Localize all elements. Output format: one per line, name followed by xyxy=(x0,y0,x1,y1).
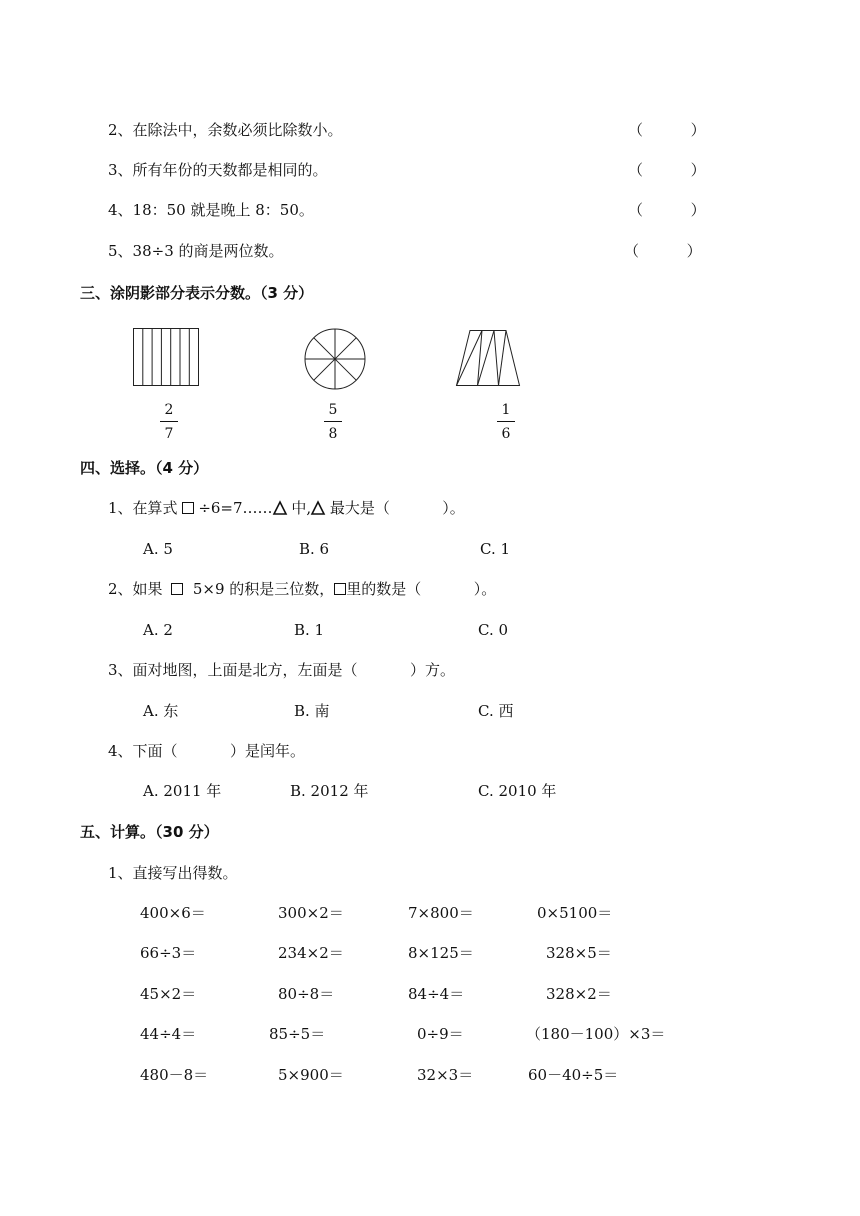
option-c[interactable]: C. 1 xyxy=(480,540,511,558)
trapezoid-6-triangles-figure[interactable] xyxy=(456,330,520,386)
fraction-numerator: 5 xyxy=(328,402,338,418)
calc-item[interactable]: 8×125＝ xyxy=(408,944,474,962)
fraction-label xyxy=(321,401,345,443)
answer-blank[interactable]: （ ） xyxy=(628,201,706,219)
option-b[interactable]: B. 2012 年 xyxy=(290,782,369,800)
calc-item[interactable]: 60－40÷5＝ xyxy=(528,1066,619,1084)
fraction-label xyxy=(157,401,181,443)
question-1 xyxy=(108,498,465,518)
question-2 xyxy=(108,579,496,599)
option-a[interactable]: A. 2011 年 xyxy=(143,782,222,800)
square-icon xyxy=(182,502,194,514)
circle-8-sectors-figure[interactable] xyxy=(304,328,366,390)
fraction-numerator: 1 xyxy=(501,402,511,418)
calc-item[interactable]: 45×2＝ xyxy=(140,985,197,1003)
calc-item[interactable]: 80÷8＝ xyxy=(278,985,335,1003)
judgement-item-3: 3、所有年份的天数都是相同的。 xyxy=(108,161,328,179)
fraction-label xyxy=(494,401,518,443)
answer-blank[interactable]: （ ） xyxy=(628,161,706,179)
fraction-bar xyxy=(497,421,515,422)
calc-item[interactable]: 328×2＝ xyxy=(546,985,612,1003)
question-2-mid: 5×9 的积是三位数， xyxy=(183,580,335,598)
question-2-pre: 2、如果 xyxy=(108,580,168,598)
judgement-item-2: 2、在除法中，余数必须比除数小。 xyxy=(108,121,343,139)
calc-item[interactable]: 234×2＝ xyxy=(278,944,344,962)
calc-item[interactable]: 0×5100＝ xyxy=(537,904,613,922)
question-1-pre: 1、在算式 xyxy=(108,499,178,517)
calc-item[interactable]: 480－8＝ xyxy=(140,1066,209,1084)
calc-item[interactable]: 85÷5＝ xyxy=(269,1025,326,1043)
calc-item[interactable]: （180－100）×3＝ xyxy=(526,1025,666,1043)
option-b[interactable]: B. 南 xyxy=(294,702,330,720)
square-icon xyxy=(334,583,346,595)
calc-item[interactable]: 328×5＝ xyxy=(546,944,612,962)
option-b[interactable]: B. 1 xyxy=(294,621,325,639)
fraction-denominator: 6 xyxy=(501,426,511,442)
calc-item[interactable]: 32×3＝ xyxy=(417,1066,474,1084)
option-a[interactable]: A. 5 xyxy=(143,540,173,558)
question-1-post: 中, xyxy=(286,499,312,517)
fraction-bar xyxy=(160,421,178,422)
fraction-bar xyxy=(324,421,342,422)
fraction-denominator: 8 xyxy=(328,426,338,442)
option-b[interactable]: B. 6 xyxy=(299,540,330,558)
option-c[interactable]: C. 2010 年 xyxy=(478,782,557,800)
question-1-tail: 最大是（ ）。 xyxy=(325,499,465,517)
calc-item[interactable]: 7×800＝ xyxy=(408,904,474,922)
option-c[interactable]: C. 0 xyxy=(478,621,509,639)
calc-item[interactable]: 44÷4＝ xyxy=(140,1025,197,1043)
calc-item[interactable]: 66÷3＝ xyxy=(140,944,197,962)
option-a[interactable]: A. 东 xyxy=(143,702,179,720)
question-3: 3、面对地图，上面是北方，左面是（ ）方。 xyxy=(108,661,455,679)
fraction-denominator: 7 xyxy=(164,426,174,442)
question-2-tail: 里的数是（ ）。 xyxy=(346,580,497,598)
calc-item[interactable]: 5×900＝ xyxy=(278,1066,344,1084)
judgement-item-4: 4、18：50 就是晚上 8：50。 xyxy=(108,201,314,219)
triangle-icon xyxy=(273,501,287,515)
rectangle-7-strips-figure[interactable] xyxy=(133,328,199,386)
section-4-heading: 四、选择。（4 分） xyxy=(80,459,209,477)
section-3-heading: 三、涂阴影部分表示分数。（3 分） xyxy=(80,284,314,302)
section-5-heading: 五、计算。（30 分） xyxy=(80,823,219,841)
calc-item[interactable]: 300×2＝ xyxy=(278,904,344,922)
section-5-subheading: 1、直接写出得数。 xyxy=(108,864,238,882)
calc-item[interactable]: 84÷4＝ xyxy=(408,985,465,1003)
option-c[interactable]: C. 西 xyxy=(478,702,514,720)
calc-item[interactable]: 400×6＝ xyxy=(140,904,206,922)
triangle-icon xyxy=(311,501,325,515)
question-4: 4、下面（ ）是闰年。 xyxy=(108,742,305,760)
answer-blank[interactable]: （ ） xyxy=(628,121,706,139)
calc-item[interactable]: 0÷9＝ xyxy=(417,1025,464,1043)
fraction-numerator: 2 xyxy=(164,402,174,418)
answer-blank[interactable]: （ ） xyxy=(624,242,702,260)
judgement-item-5: 5、38÷3 的商是两位数。 xyxy=(108,242,284,260)
question-1-mid: ÷6=7…… xyxy=(193,499,273,517)
option-a[interactable]: A. 2 xyxy=(143,621,173,639)
square-icon xyxy=(171,583,183,595)
